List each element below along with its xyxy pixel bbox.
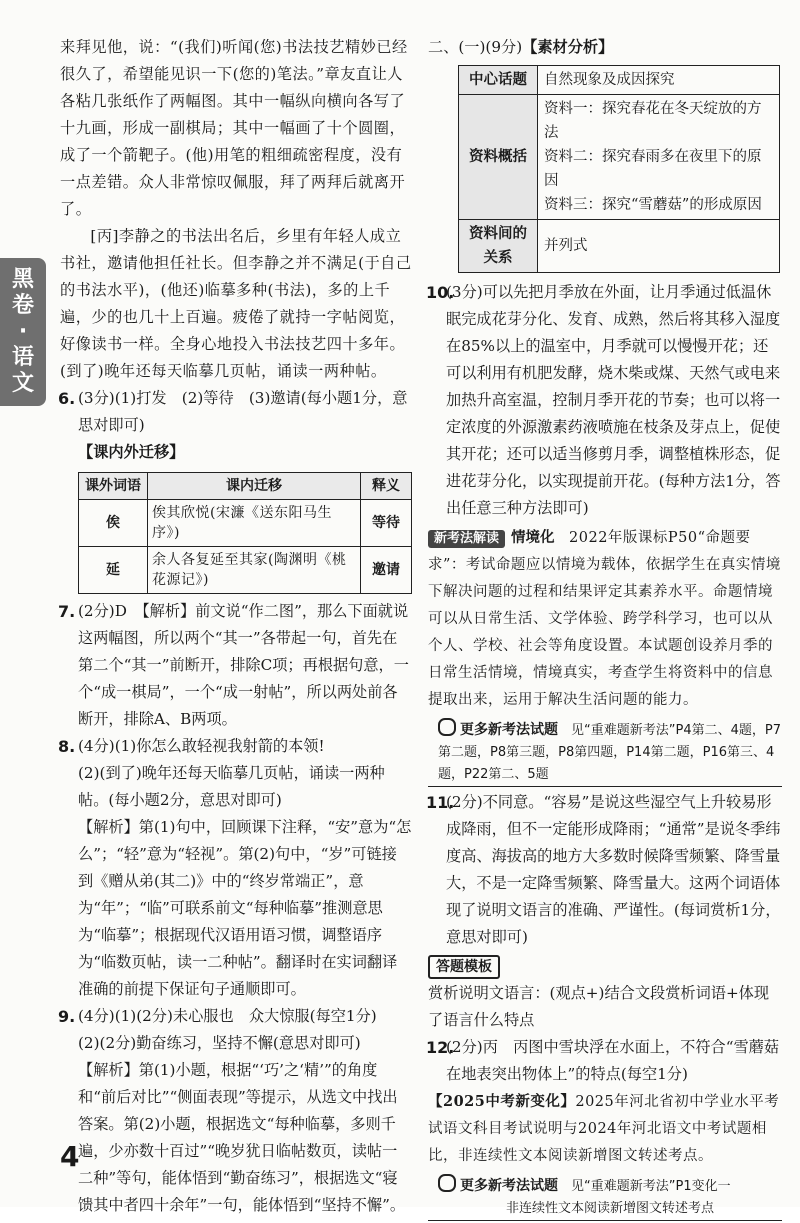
new-method-tip bbox=[428, 524, 782, 714]
summary-item: 资料三：探究“雪蘑菇”的形成原因 bbox=[544, 197, 762, 213]
question-10 bbox=[428, 279, 782, 522]
question-6 bbox=[60, 385, 412, 466]
section-tag: 【素材分析】 bbox=[522, 38, 614, 56]
question-7 bbox=[60, 598, 412, 733]
question-number: 7. bbox=[58, 602, 76, 621]
table-cell: 自然现象及成因探究 bbox=[538, 66, 780, 95]
table-header: 课外词语 bbox=[79, 473, 148, 500]
table-cell: 延 bbox=[79, 547, 148, 594]
question-12 bbox=[428, 1034, 782, 1088]
answer-text: (2)(2分)勤奋练习，坚持不懈(意思对即可) bbox=[78, 1034, 361, 1052]
question-number: 10. bbox=[426, 283, 455, 302]
section-label: 【课内外迁移】 bbox=[78, 443, 185, 461]
answer-text: (4分)(1)你怎么敢轻视我射箭的本领! bbox=[78, 737, 325, 755]
tip-text: 2022年版课标P50“命题要求”：考试命题应以情境为载体，依据学生在真实情境下解决问题的过程和结果评定其素养水平。命题情境可以从日常生活、文学体验、跨学科学习，也可以从个人、学校、社会等角度设置。本试题创设养月季的日常生活情境，情境真实，考查学生将资料中的信息提取出来，运用于解决生活问题的能力。 bbox=[428, 530, 781, 708]
answer-text: (2分)不同意。“容易”是说这些湿空气上升较易形成降雨，但不一定能形成降雨；“通常”是说冬季纬度高、海拔高的地方大多数时候降雪频繁、降雪量大，不是一定降雪频繁、降雪量大。这两个词语体现了说明文语言的准确、严谨性。(每词赏析1分，意思对即可) bbox=[446, 793, 781, 946]
exam-change-note bbox=[428, 1088, 782, 1170]
more-text-line2: 非连续性文本阅读新增图文转述考点 bbox=[505, 1201, 714, 1216]
side-tab-char: 卷 bbox=[11, 293, 34, 318]
answer-text: (2分)丙 丙图中雪块浮在水面上，不符合“雪蘑菇在地表突出物体上”的特点(每空1分) bbox=[446, 1038, 780, 1083]
page-number: 4 bbox=[60, 1140, 80, 1173]
template-text: 赏析说明文语言：(观点+)结合文段赏析词语+体现了语言什么特点 bbox=[428, 984, 770, 1029]
left-column bbox=[60, 34, 412, 1219]
question-9 bbox=[60, 1003, 412, 1219]
translation-paragraph: 来拜见他，说：“(我们)听闻(您)书法技艺精妙已经很久了，希望能见识一下(您的)笔法。”章友直让人各粘几张纸作了两幅图。其中一幅纵向横向各写了十九画，形成一副棋局；其中一幅画了十个圆圈，成了一个箭靶子。(他)用笔的粗细疏密程度，没有一点差错。众人非常惊叹佩服，拜了两拜后就离开了。 bbox=[60, 38, 408, 218]
table-key: 资料概括 bbox=[459, 95, 538, 220]
translation-paragraph: [丙]李静之的书法出名后，乡里有年轻人成立书社，邀请他担任社长。但李静之并不满足(于自己的书法水平)，(他还)临摹多种(书法)，多的上千遍，少的也几十上百遍。疲倦了就持一字帖阅览，好像读书一样。全身心地投入书法技艺四十多年。(到了)晚年还每天临摹几页帖，诵读一两种帖。 bbox=[60, 227, 412, 380]
table-cell: 俟 bbox=[79, 500, 148, 547]
table-row bbox=[79, 547, 412, 594]
table-row bbox=[459, 95, 780, 220]
table-row bbox=[459, 220, 780, 273]
question-number: 9. bbox=[58, 1007, 76, 1026]
question-8 bbox=[60, 733, 412, 1003]
link-icon bbox=[438, 718, 456, 736]
new-method-badge: 新考法解读 bbox=[428, 530, 505, 548]
table-row bbox=[79, 500, 412, 547]
more-title: 更多新考法试题 bbox=[460, 1178, 558, 1194]
more-questions-link[interactable] bbox=[428, 718, 782, 787]
summary-item: 资料一：探究春花在冬天绽放的方法 bbox=[544, 101, 762, 141]
change-label: 【2025中考新变化】 bbox=[428, 1093, 576, 1110]
question-11 bbox=[428, 789, 782, 951]
table-cell: 余人各复延至其家(陶渊明《桃花源记》) bbox=[148, 547, 361, 594]
side-tab bbox=[0, 258, 46, 406]
table-cell: 邀请 bbox=[361, 547, 412, 594]
table-cell: 等待 bbox=[361, 500, 412, 547]
template-badge: 答题模板 bbox=[428, 955, 500, 979]
table-key: 中心话题 bbox=[459, 66, 538, 95]
link-icon bbox=[438, 1174, 456, 1192]
table-key: 资料间的关系 bbox=[459, 220, 538, 273]
analysis-text: 【解析】第(1)小题，根据“‘巧’之‘精’”的角度和“前后对比”“侧面表现”等提示，从选文中找出答案。第(2)小题，根据选文“每种临摹，多则千遍，少亦数十百过”“晚岁犹日临帖数页，读帖一二种”等句，能体悟到“勤奋练习”，根据选文“寝馈其中者四十余年”一句，能体悟到“坚持不懈”。 bbox=[78, 1061, 406, 1214]
change-text: 2025年河北省初中学业水平考试语文科目考试说明与2024年河北语文中考试题相比，非连续性文本阅读新增图文转述考点。 bbox=[428, 1094, 780, 1164]
answer-text: (4分)(1)(2分)未心服也 众大惊服(每空1分) bbox=[78, 1007, 377, 1025]
table-header-row bbox=[79, 473, 412, 500]
material-analysis-table bbox=[458, 65, 780, 273]
answer-text: (2分)D 【解析】前文说“作二图”，那么下面就说这两幅图，所以两个“其一”各带起一句，首先在第二个“其一”前断开，排除C项；再根据句意，一个“成一棋局”，一个“成一射帖”，所以两处前各断开，排除A、B两项。 bbox=[78, 602, 409, 728]
more-questions-link[interactable] bbox=[428, 1174, 782, 1221]
section-heading bbox=[428, 34, 782, 61]
table-cell: 俟其欣悦(宋濂《送东阳马生序》) bbox=[148, 500, 361, 547]
more-text: 见“重难题新考法”P4第二、4题，P7第二题，P8第三题，P8第四题，P14第二题，P16第三、4题，P22第二、5题 bbox=[438, 723, 781, 782]
table-cell bbox=[538, 95, 780, 220]
summary-item: 资料二：探究春雨多在夜里下的原因 bbox=[544, 149, 762, 189]
side-tab-char: · bbox=[18, 319, 28, 344]
question-number: 12. bbox=[426, 1038, 455, 1057]
tip-title: 情境化 bbox=[511, 529, 555, 546]
table-header: 课内迁移 bbox=[148, 473, 361, 500]
question-number: 8. bbox=[58, 737, 76, 756]
side-tab-char: 文 bbox=[11, 371, 34, 396]
question-number: 6. bbox=[58, 389, 76, 408]
table-cell: 并列式 bbox=[538, 220, 780, 273]
side-tab-char: 黑 bbox=[11, 267, 34, 292]
section-title: 二、(一)(9分) bbox=[428, 38, 523, 56]
answer-template bbox=[428, 953, 782, 980]
analysis-text: 【解析】第(1)句中，回顾课下注释，“安”意为“怎么”；“轻”意为“轻视”。第(2)句中，“岁”可链接到《赠从弟(其二)》中的“终岁常端正”，意为“年”；“临”可联系前文“每种临摹”推测意思为“临摹”；根据现代汉语用语习惯，调整语序为“临数页帖，读一二种帖”。翻译时在实词翻译准确的前提下保证句子通顺即可。 bbox=[78, 818, 412, 998]
answer-text: (2)(到了)晚年还每天临摹几页帖，诵读一两种帖。(每小题2分，意思对即可) bbox=[78, 764, 385, 809]
question-number: 11. bbox=[426, 793, 455, 812]
right-column bbox=[428, 34, 782, 1223]
answer-text: (3分)(1)打发 (2)等待 (3)邀请(每小题1分，意思对即可) bbox=[78, 389, 408, 434]
word-migration-table bbox=[78, 472, 412, 594]
more-title: 更多新考法试题 bbox=[460, 722, 558, 738]
answer-text: (3分)可以先把月季放在外面，让月季通过低温休眠完成花芽分化、发育、成熟，然后将其移入湿度在85%以上的温室中，月季就可以慢慢开花；还可以利用有机肥发酵，烧木柴或煤、天然气或电来加热升高室温，控制月季开花的节奏；也可以将一定浓度的外源激素药液喷施在枝条及芽点上，促使其开花；还可以适当修剪月季，调整植株形态，促进花芽分化，以实现提前开花。(每种方法1分，答出任意三种方法即可) bbox=[446, 283, 781, 517]
more-text: 见“重难题新考法”P1变化一 bbox=[571, 1179, 731, 1194]
side-tab-char: 语 bbox=[11, 345, 34, 370]
table-row bbox=[459, 66, 780, 95]
table-header: 释义 bbox=[361, 473, 412, 500]
